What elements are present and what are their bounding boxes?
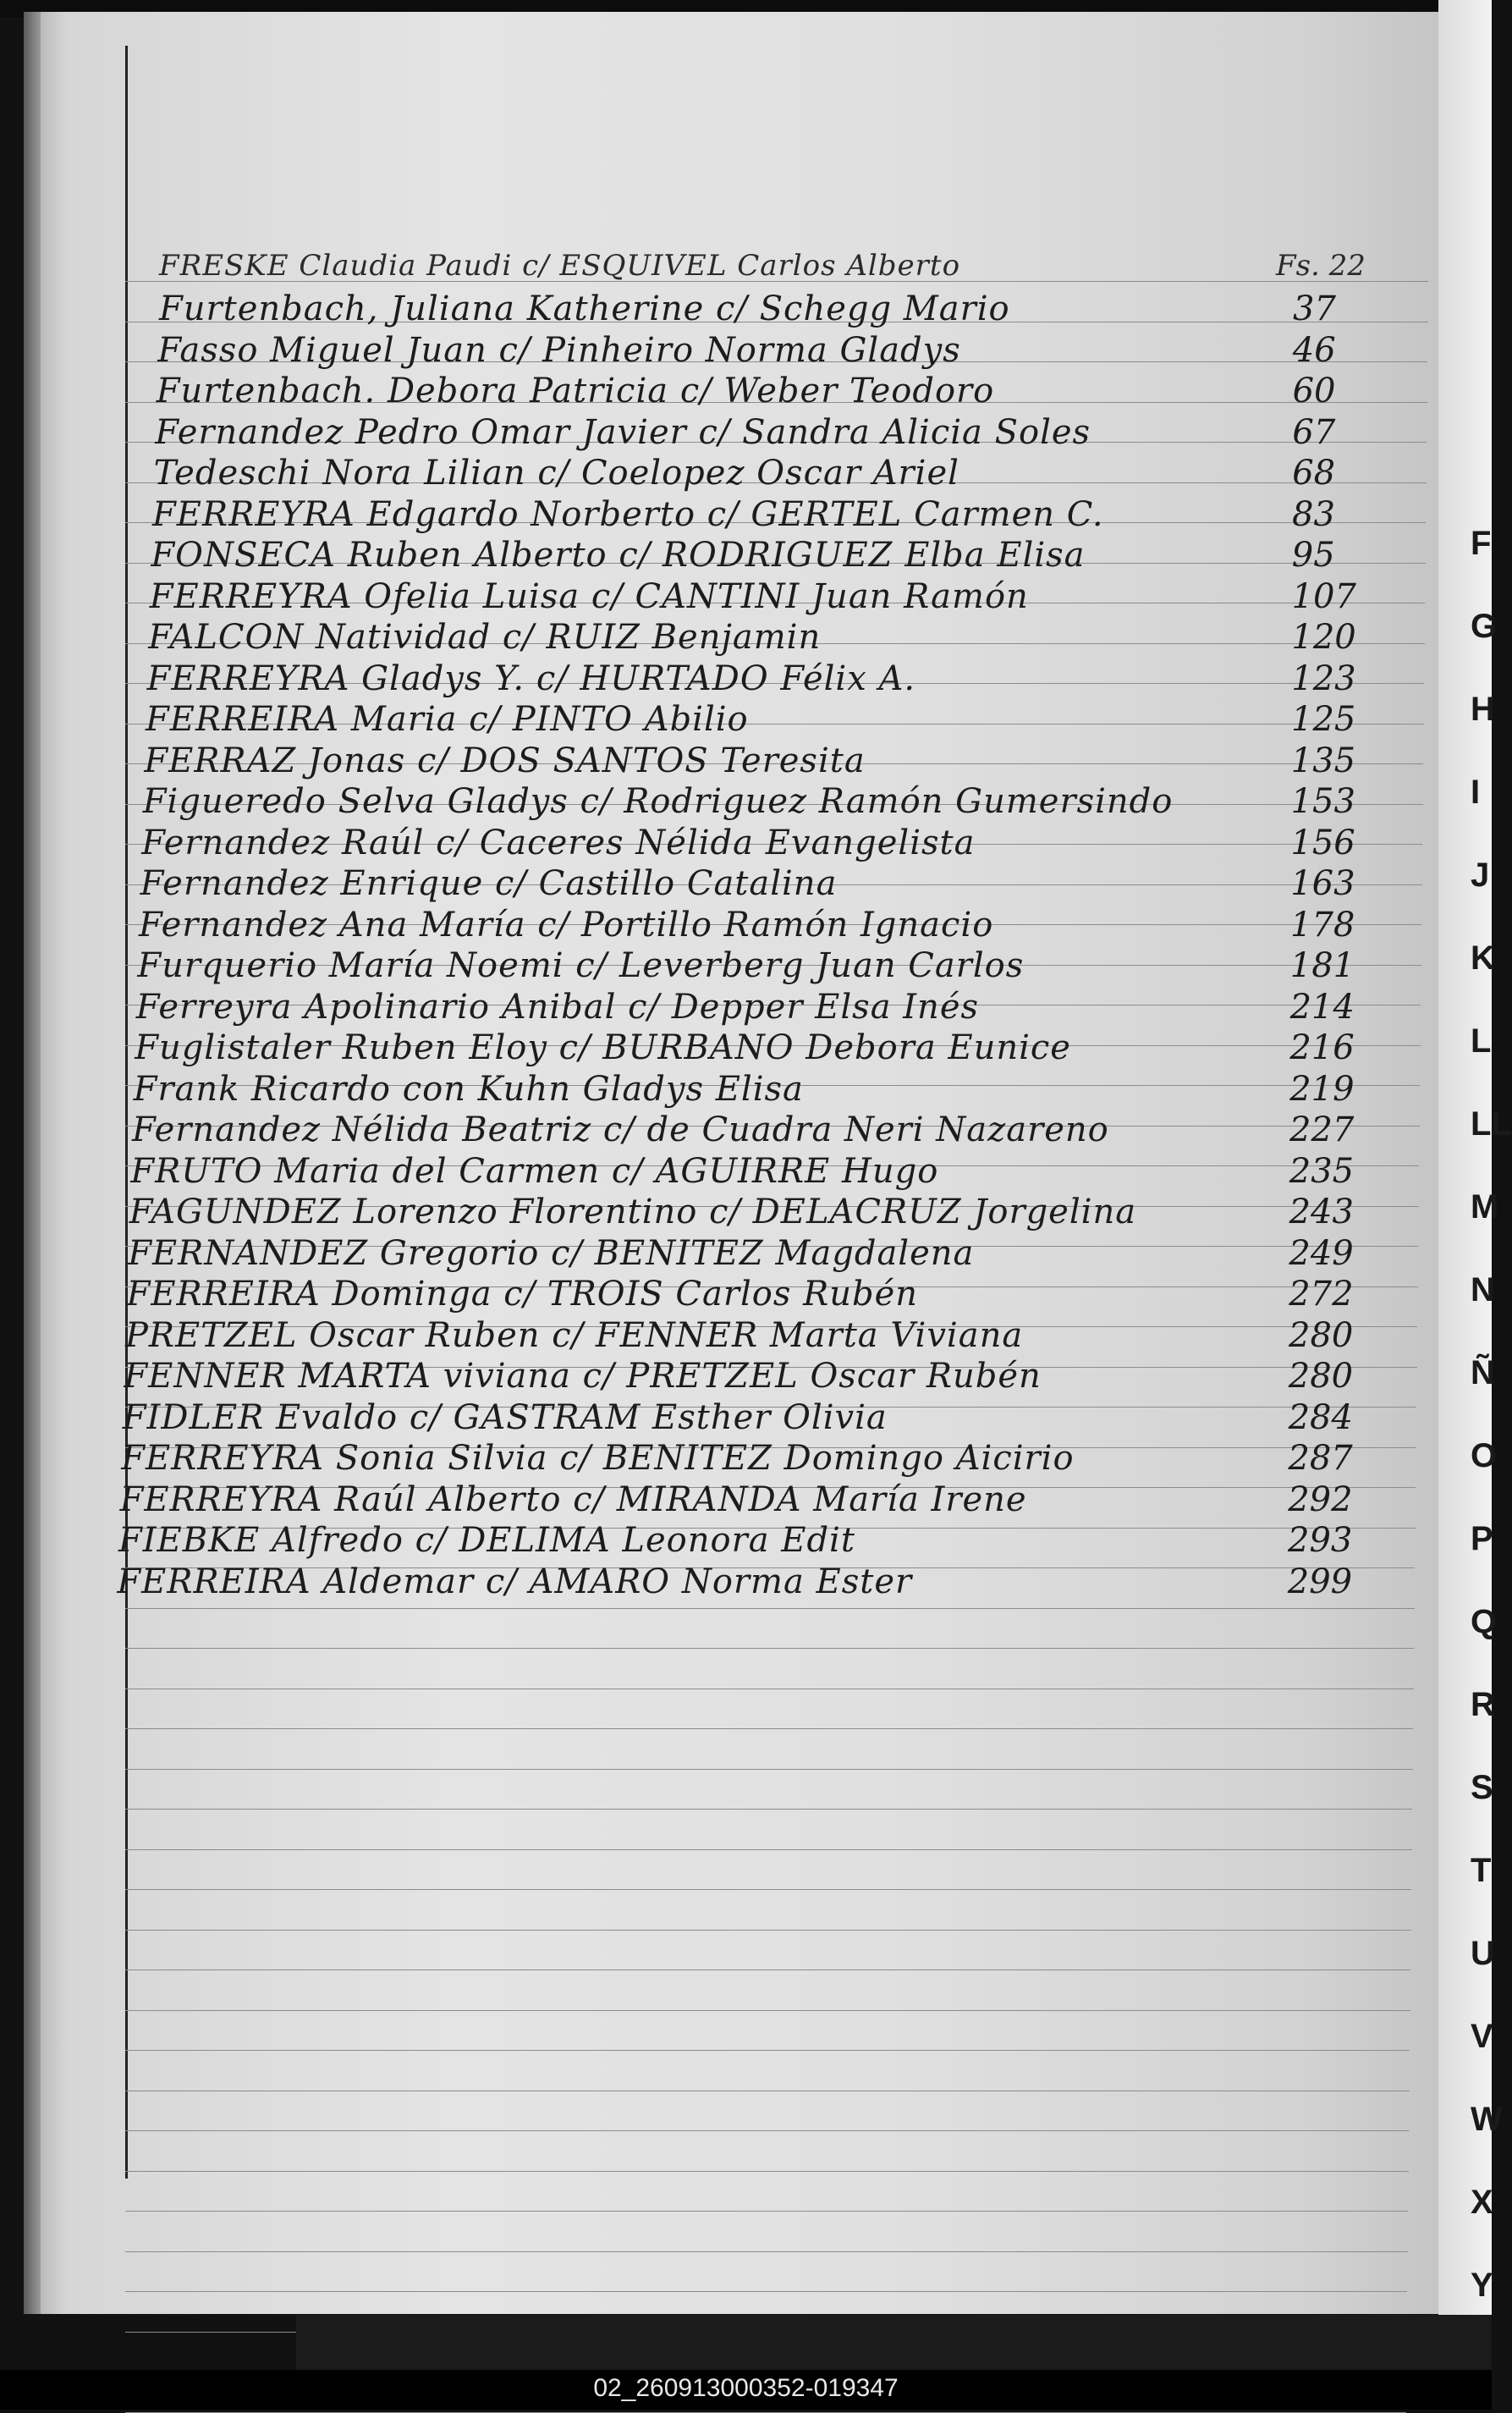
entry-page-ref: 214 (1289, 987, 1355, 1027)
index-tab-letter[interactable]: T (1471, 1852, 1492, 1889)
entry-names: Fuglistaler Ruben Eloy c/ BURBANO Debora Eunice (135, 1028, 1071, 1067)
entry-page-ref: 280 (1288, 1357, 1354, 1396)
index-tab-letter[interactable]: F (1471, 525, 1492, 562)
entry-names: FERREIRA Dominga c/ TROIS Carlos Rubén (126, 1275, 919, 1314)
list-item (144, 741, 1396, 780)
list-item (141, 824, 1394, 862)
ruled-line (125, 1608, 1415, 1609)
index-tab-letter[interactable]: S (1471, 1769, 1493, 1806)
list-item (127, 1275, 1379, 1314)
entry-names: Fernandez Pedro Omar Javier c/ Sandra Alicia Soles (155, 412, 1091, 452)
list-item (155, 413, 1407, 452)
entry-names: Furquerio María Noemi c/ Leverberg Juan Carlos (137, 946, 1025, 985)
index-tab-letter[interactable]: Ñ (1471, 1354, 1495, 1391)
index-tab-letter[interactable]: LL (1471, 1105, 1512, 1143)
ruled-line (125, 2050, 1410, 2051)
entry-names: Fasso Miguel Juan c/ Pinheiro Norma Gladys (157, 330, 961, 370)
entry-page-ref: 125 (1291, 700, 1356, 739)
entry-names: Fernandez Ana María c/ Portillo Ramón Ignacio (139, 905, 994, 945)
list-item (121, 1439, 1373, 1478)
index-tab-letter[interactable]: G (1471, 608, 1498, 645)
ruled-line (125, 1930, 1411, 1931)
entry-names: FERREIRA Aldemar c/ AMARO Norma Ester (117, 1562, 913, 1601)
ruled-line (125, 2211, 1408, 2212)
list-item (143, 782, 1395, 821)
entry-page-ref: 178 (1290, 905, 1355, 945)
entry-page-ref: 67 (1292, 412, 1336, 452)
index-tab-letter[interactable]: M (1471, 1188, 1499, 1226)
list-item (129, 1193, 1382, 1231)
header-names: FRESKE Claudia Paudi c/ ESQUIVEL Carlos Alberto (159, 249, 961, 283)
entry-page-ref: 37 (1293, 289, 1336, 328)
entry-page-ref: 249 (1289, 1233, 1354, 1273)
entry-names: FERREYRA Gladys Y. c/ HURTADO Félix A. (146, 658, 916, 698)
entry-page-ref: 95 (1291, 536, 1335, 575)
entry-names: FIEBKE Alfredo c/ DELIMA Leonora Edit (118, 1521, 855, 1560)
index-tab-letter[interactable]: V (1471, 2018, 1493, 2055)
list-item (134, 1070, 1386, 1109)
entry-page-ref: 284 (1288, 1397, 1353, 1437)
list-item (136, 988, 1388, 1027)
list-item (118, 1521, 1371, 1560)
entry-page-ref: 181 (1289, 946, 1355, 985)
entry-page-ref: 235 (1289, 1151, 1355, 1191)
list-item (157, 372, 1409, 410)
list-item (132, 1110, 1384, 1149)
header-entry (159, 249, 1366, 288)
entry-names: Furtenbach. Debora Patricia c/ Weber Teodoro (156, 372, 995, 410)
entry-names: FERREYRA Edgardo Norberto c/ GERTEL Carmen C. (152, 494, 1104, 534)
entry-page-ref: 299 (1287, 1562, 1353, 1601)
ruled-line (125, 1889, 1411, 1890)
list-item (135, 1028, 1387, 1067)
ruled-line (125, 2412, 1406, 2413)
entry-page-ref: 227 (1289, 1110, 1355, 1149)
ledger-page (24, 12, 1445, 2314)
index-tab-page (1438, 0, 1492, 2336)
list-item (154, 454, 1406, 493)
index-tab-letter[interactable]: I (1471, 774, 1481, 811)
index-tab-letter[interactable]: X (1471, 2184, 1493, 2221)
index-tab-letter[interactable]: U (1471, 1935, 1495, 1972)
ruled-line (125, 1728, 1413, 1729)
list-item (157, 331, 1410, 370)
entry-page-ref: 292 (1288, 1479, 1353, 1519)
entry-names: FONSECA Ruben Alberto c/ RODRIGUEZ Elba Elisa (151, 536, 1086, 575)
entry-names: Frank Ricardo con Kuhn Gladys Elisa (133, 1069, 804, 1109)
list-item (159, 289, 1411, 328)
entry-page-ref: 83 (1292, 494, 1335, 534)
margin-line (125, 46, 128, 2179)
ruled-line (125, 1648, 1414, 1649)
entry-page-ref: 219 (1289, 1069, 1355, 1109)
index-tab-letter[interactable]: P (1471, 1520, 1493, 1557)
index-tab-letter[interactable]: Q (1471, 1603, 1498, 1640)
entry-names: FERREYRA Raúl Alberto c/ MIRANDA María Irene (119, 1479, 1027, 1519)
index-tab-letter[interactable]: H (1471, 691, 1495, 728)
entry-names: FERRAZ Jonas c/ DOS SANTOS Teresita (144, 741, 866, 780)
entry-page-ref: 163 (1290, 864, 1355, 903)
list-item (148, 618, 1400, 657)
entry-names: Fernandez Enrique c/ Castillo Catalina (140, 864, 838, 903)
entry-names: FERNANDEZ Gregorio c/ BENITEZ Magdalena (128, 1233, 975, 1273)
entry-names: Fernandez Raúl c/ Caceres Nélida Evangelista (141, 823, 976, 862)
entry-page-ref: 280 (1289, 1315, 1354, 1355)
entry-page-ref: 46 (1292, 330, 1336, 370)
index-tab-letter[interactable]: K (1471, 939, 1495, 977)
entry-page-ref: 156 (1290, 823, 1355, 862)
entry-names: Tedeschi Nora Lilian c/ Coelopez Oscar Ariel (153, 454, 959, 493)
entry-names: FERREYRA Sonia Silvia c/ BENITEZ Domingo Aicirio (121, 1439, 1075, 1478)
entry-page-ref: 287 (1288, 1439, 1353, 1478)
index-tab-letter[interactable]: L (1471, 1022, 1492, 1060)
bottom-shadow (296, 2315, 1492, 2370)
entry-page-ref: 153 (1290, 782, 1355, 821)
entry-names: FENNER MARTA viviana c/ PRETZEL Oscar Rubén (124, 1357, 1042, 1396)
list-item (130, 1152, 1383, 1191)
index-tab-letter[interactable]: N (1471, 1271, 1495, 1308)
ruled-line (125, 2130, 1409, 2131)
page-binding-edge (24, 12, 41, 2314)
entry-page-ref: 135 (1290, 741, 1356, 780)
ruled-line (125, 2251, 1408, 2252)
index-tab-letter[interactable]: W (1471, 2101, 1503, 2138)
list-item (123, 1398, 1375, 1437)
ruled-line (125, 2171, 1409, 2172)
index-tab-letter[interactable]: R (1471, 1686, 1495, 1723)
list-item (150, 577, 1402, 616)
entry-names: Ferreyra Apolinario Anibal c/ Depper Elsa Inés (135, 987, 980, 1027)
list-item (117, 1562, 1369, 1601)
entry-page-ref: 216 (1289, 1028, 1355, 1067)
ruled-line (125, 1849, 1412, 1850)
list-item (120, 1480, 1372, 1519)
list-item (152, 495, 1405, 534)
entry-names: FERREIRA Maria c/ PINTO Abilio (146, 700, 749, 739)
entry-names: PRETZEL Oscar Ruben c/ FENNER Marta Viviana (125, 1315, 1024, 1355)
entry-names: Fernandez Nélida Beatriz c/ de Cuadra Neri Nazareno (132, 1110, 1109, 1149)
image-caption: 02_260913000352-019347 (593, 2374, 899, 2402)
entry-page-ref: 243 (1289, 1193, 1354, 1231)
list-item (137, 946, 1389, 985)
list-item (140, 864, 1393, 903)
index-tab-letter[interactable]: J (1471, 857, 1490, 894)
header-page-ref: Fs. 22 (1276, 249, 1366, 283)
list-item (147, 659, 1399, 698)
list-item (146, 700, 1398, 739)
entry-names: FAGUNDEZ Lorenzo Florentino c/ DELACRUZ Jorgelina (129, 1193, 1137, 1231)
entry-page-ref: 68 (1292, 454, 1336, 493)
entry-page-ref: 60 (1292, 372, 1336, 410)
entry-names: FRUTO Maria del Carmen c/ AGUIRRE Hugo (130, 1151, 939, 1191)
list-item (128, 1234, 1380, 1273)
list-item (151, 536, 1403, 575)
entry-names: FIDLER Evaldo c/ GASTRAM Esther Olivia (122, 1397, 888, 1437)
entry-page-ref: 120 (1291, 618, 1356, 657)
list-item (125, 1316, 1377, 1355)
list-item (124, 1357, 1376, 1396)
index-tab-letter[interactable]: Y (1471, 2267, 1493, 2304)
entry-names: Figueredo Selva Gladys c/ Rodriguez Ramón Gumersindo (142, 782, 1174, 821)
list-item (139, 906, 1391, 945)
entry-names: Furtenbach, Juliana Katherine c/ Schegg Mario (159, 289, 1010, 328)
ruled-line (125, 1809, 1412, 1810)
ruled-line (125, 2010, 1410, 2011)
index-tab-letter[interactable]: O (1471, 1437, 1498, 1474)
entry-page-ref: 107 (1291, 576, 1356, 616)
entry-page-ref: 123 (1291, 658, 1356, 698)
entry-names: FALCON Natividad c/ RUIZ Benjamin (148, 618, 822, 657)
ruled-line (125, 1769, 1413, 1770)
entry-page-ref: 272 (1289, 1275, 1354, 1314)
entry-names: FERREYRA Ofelia Luisa c/ CANTINI Juan Ramón (149, 576, 1029, 616)
entry-page-ref: 293 (1288, 1521, 1353, 1560)
ruled-line (125, 2291, 1407, 2292)
